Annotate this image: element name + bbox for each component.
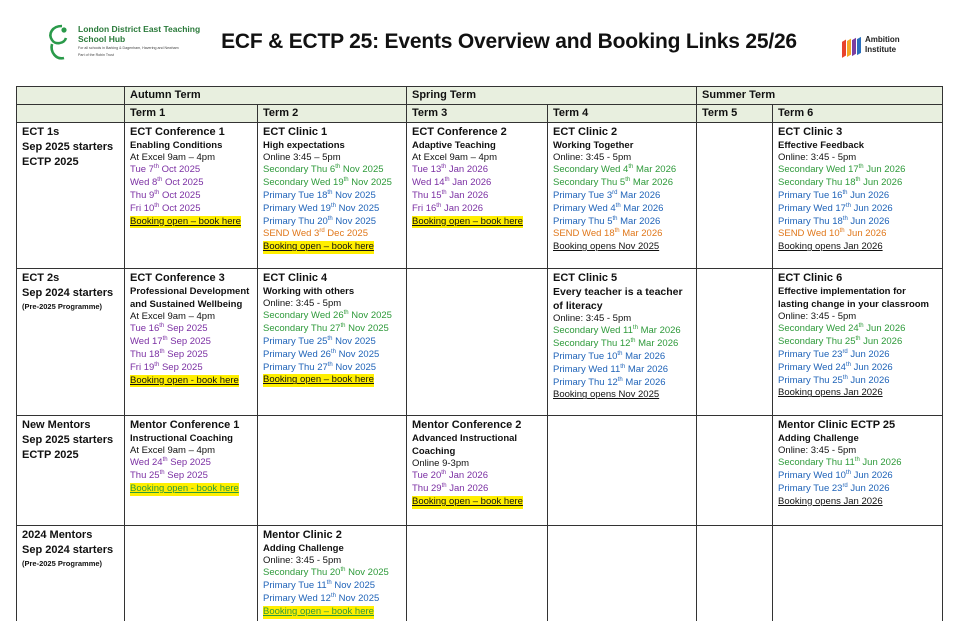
event-date: Tue 13th Jan 2026 — [412, 164, 488, 176]
event-title: Mentor Clinic ECTP 25 — [778, 418, 896, 431]
event-date: Secondary Thu 11th Jun 2026 — [778, 457, 902, 469]
event-date: Fri 16th Jan 2026 — [412, 202, 484, 214]
booking-status: Booking opens Nov 2025 — [553, 389, 660, 401]
table-row-ect1 — [17, 122, 943, 268]
event-date: Primary Wed 19th Nov 2025 — [263, 202, 380, 214]
row-label: ECT 1s — [22, 125, 60, 138]
lde-logo-tagline: For all schools in Barking & Dagenham, Havering and Newham — [78, 46, 179, 50]
event-ect-clinic-2 — [548, 122, 697, 268]
event-venue: Online: 3:45 - 5pm — [263, 554, 342, 566]
event-date: Thu 25th Sep 2025 — [130, 470, 208, 482]
ambition-institute-logo — [840, 33, 920, 63]
event-title: Mentor Conference 2 — [412, 418, 522, 431]
event-date: Wed 17th Sep 2025 — [130, 336, 211, 348]
event-subtitle: Professional Development and Sustained Wellbeing — [130, 285, 250, 310]
event-date: Secondary Wed 19th Nov 2025 — [263, 177, 392, 189]
empty-cell — [125, 525, 258, 621]
event-mentor-conference-1 — [125, 415, 258, 525]
event-date: Thu 18th Sep 2025 — [130, 348, 208, 360]
row-header-ect1 — [17, 122, 125, 268]
event-title: ECT Conference 2 — [412, 125, 507, 138]
event-title: ECT Clinic 5 — [553, 271, 618, 284]
row-label: Sep 2025 starters — [22, 433, 114, 446]
term3-header: Term 3 — [407, 104, 548, 122]
booking-link[interactable]: Booking open – book here — [130, 215, 241, 227]
event-mentor-clinic-2 — [258, 525, 407, 621]
lde-logo-mark-icon — [46, 22, 72, 62]
corner-cell — [17, 87, 125, 105]
summer-term-header: Summer Term — [697, 87, 943, 105]
event-ect-conference-2 — [407, 122, 548, 268]
event-date: Primary Tue 16th Jun 2026 — [778, 189, 890, 201]
event-title: Mentor Clinic 2 — [263, 528, 342, 541]
event-subtitle: Effective implementation for lasting change in your classroom — [778, 285, 929, 310]
event-venue: Online: 3:45 - 5pm — [553, 151, 632, 163]
page-title: ECF & ECTP 25: Events Overview and Booking Links 25/26 — [221, 30, 797, 53]
table-row-new-mentors — [17, 415, 943, 525]
event-subtitle: Enabling Conditions — [130, 139, 223, 151]
event-date: SEND Wed 10th Jun 2026 — [778, 228, 887, 240]
event-subtitle: Adding Challenge — [778, 432, 859, 444]
event-date: Primary Tue 10th Mar 2026 — [553, 350, 666, 362]
row-label: Sep 2024 starters — [22, 543, 114, 556]
event-date: Secondary Thu 6th Nov 2025 — [263, 164, 384, 176]
booking-link[interactable]: Booking open – book here — [263, 374, 374, 386]
empty-cell — [258, 415, 407, 525]
event-title: ECT Conference 3 — [130, 271, 225, 284]
row-header-ect2 — [17, 268, 125, 415]
row-label: Sep 2024 starters — [22, 286, 114, 299]
booking-link[interactable]: Booking open – book here — [263, 605, 374, 617]
booking-status: Booking opens Nov 2025 — [553, 241, 660, 253]
row-label: Sep 2025 starters — [22, 140, 114, 153]
event-date: Primary Thu 20th Nov 2025 — [263, 215, 377, 227]
ambition-logo-mark-icon — [840, 33, 862, 61]
event-date: Primary Wed 10th Jun 2026 — [778, 470, 893, 482]
ambition-logo-line2: Institute — [865, 45, 897, 54]
event-subtitle: Adaptive Teaching — [412, 139, 496, 151]
empty-cell — [697, 415, 773, 525]
event-venue: Online: 3:45 - 5pm — [263, 297, 342, 309]
event-date: Secondary Thu 5th Mar 2026 — [553, 177, 673, 189]
event-date: SEND Wed 18th Mar 2026 — [553, 228, 663, 240]
event-subtitle: Adding Challenge — [263, 542, 344, 554]
event-venue: At Excel 9am – 4pm — [412, 151, 498, 163]
row-header-new-mentors — [17, 415, 125, 525]
event-date: Primary Tue 23rd Jun 2026 — [778, 482, 890, 494]
event-venue: Online: 3:45 - 5pm — [778, 310, 857, 322]
event-date: Secondary Wed 17th Jun 2026 — [778, 164, 906, 176]
event-title: ECT Clinic 3 — [778, 125, 843, 138]
term1-header: Term 1 — [125, 104, 258, 122]
event-mentor-clinic-ectp25 — [773, 415, 943, 525]
event-ect-clinic-3 — [773, 122, 943, 268]
autumn-term-header: Autumn Term — [125, 87, 407, 105]
table-row-2024-mentors — [17, 525, 943, 621]
event-subtitle: Effective Feedback — [778, 139, 865, 151]
row-label: ECTP 2025 — [22, 448, 79, 461]
row-note: (Pre-2025 Programme) — [22, 558, 103, 568]
empty-cell — [548, 525, 697, 621]
event-ect-conference-3 — [125, 268, 258, 415]
event-title: ECT Clinic 2 — [553, 125, 618, 138]
empty-cell — [548, 415, 697, 525]
event-subtitle: Advanced Instructional Coaching — [412, 432, 518, 457]
event-date: Fri 19th Sep 2025 — [130, 361, 203, 373]
event-date: Secondary Thu 20th Nov 2025 — [263, 567, 389, 579]
event-subtitle: Every teacher is a teacher of literacy — [553, 285, 683, 312]
event-date: Primary Thu 27th Nov 2025 — [263, 361, 377, 373]
row-label: ECT 2s — [22, 271, 60, 284]
row-label: 2024 Mentors — [22, 528, 93, 541]
event-venue: Online: 3:45 - 5pm — [778, 444, 857, 456]
empty-cell — [697, 268, 773, 415]
sub-term-header-row — [17, 104, 943, 122]
event-venue: Online 3:45 – 5pm — [263, 151, 341, 163]
event-date: Primary Tue 3rd Mar 2026 — [553, 189, 661, 201]
event-date: Primary Tue 25th Nov 2025 — [263, 335, 376, 347]
event-venue: Online 9-3pm — [412, 457, 470, 469]
term6-header: Term 6 — [773, 104, 943, 122]
event-venue: At Excel 9am – 4pm — [130, 151, 216, 163]
event-date: Secondary Thu 25th Jun 2026 — [778, 336, 903, 348]
event-date: Secondary Wed 4th Mar 2026 — [553, 164, 677, 176]
event-date: Tue 20th Jan 2026 — [412, 470, 488, 482]
event-venue: At Excel 9am – 4pm — [130, 444, 216, 456]
event-date: SEND Wed 3rd Dec 2025 — [263, 228, 368, 240]
event-date: Fri 10th Oct 2025 — [130, 202, 201, 214]
event-mentor-conference-2 — [407, 415, 548, 525]
event-date: Secondary Wed 11th Mar 2026 — [553, 325, 681, 337]
event-date: Primary Thu 18th Jun 2026 — [778, 215, 890, 227]
event-date: Tue 16th Sep 2025 — [130, 323, 208, 335]
page-header — [0, 0, 956, 84]
event-title: ECT Clinic 4 — [263, 271, 328, 284]
event-date: Secondary Wed 24th Jun 2026 — [778, 323, 906, 335]
booking-status: Booking opens Jan 2026 — [778, 495, 883, 507]
term2-header: Term 2 — [258, 104, 407, 122]
spring-term-header: Spring Term — [407, 87, 697, 105]
event-date: Secondary Wed 26th Nov 2025 — [263, 310, 392, 322]
event-ect-clinic-5 — [548, 268, 697, 415]
empty-cell — [407, 268, 548, 415]
event-date: Wed 24th Sep 2025 — [130, 457, 211, 469]
booking-link[interactable]: Booking open – book here — [412, 495, 523, 507]
row-label: ECTP 2025 — [22, 155, 79, 168]
booking-link[interactable]: Booking open – book here — [412, 215, 523, 227]
lde-logo-tagline-2: Part of the Robin Trust — [78, 53, 114, 57]
corner-cell-2 — [17, 104, 125, 122]
event-date: Primary Tue 18th Nov 2025 — [263, 189, 376, 201]
event-subtitle: Instructional Coaching — [130, 432, 233, 444]
event-title: ECT Clinic 6 — [778, 271, 843, 284]
row-header-2024-mentors — [17, 525, 125, 621]
event-date: Primary Tue 11th Nov 2025 — [263, 580, 376, 592]
event-date: Primary Thu 25th Jun 2026 — [778, 374, 890, 386]
booking-status: Booking opens Jan 2026 — [778, 241, 883, 253]
empty-cell — [697, 122, 773, 268]
event-ect-conference-1 — [125, 122, 258, 268]
event-date: Secondary Thu 27th Nov 2025 — [263, 323, 389, 335]
event-date: Thu 29th Jan 2026 — [412, 483, 489, 495]
event-date: Primary Thu 12th Mar 2026 — [553, 376, 666, 388]
event-ect-clinic-1 — [258, 122, 407, 268]
event-ect-clinic-6 — [773, 268, 943, 415]
event-ect-clinic-4 — [258, 268, 407, 415]
event-title: ECT Clinic 1 — [263, 125, 328, 138]
empty-cell — [773, 525, 943, 621]
event-date: Primary Wed 11th Mar 2026 — [553, 363, 669, 375]
event-title: Mentor Conference 1 — [130, 418, 240, 431]
event-date: Secondary Thu 12th Mar 2026 — [553, 338, 679, 350]
event-date: Primary Tue 23rd Jun 2026 — [778, 348, 890, 360]
event-date: Thu 15th Jan 2026 — [412, 189, 489, 201]
term-header-row — [17, 87, 943, 105]
table-row-ect2 — [17, 268, 943, 415]
term4-header: Term 4 — [548, 104, 697, 122]
event-subtitle: High expectations — [263, 139, 345, 151]
event-date: Primary Wed 12th Nov 2025 — [263, 592, 380, 604]
events-table — [16, 86, 943, 621]
booking-link[interactable]: Booking open - book here — [130, 374, 239, 386]
event-venue: Online: 3:45 - 5pm — [778, 151, 857, 163]
booking-status: Booking opens Jan 2026 — [778, 387, 883, 399]
row-note: (Pre-2025 Programme) — [22, 301, 103, 311]
event-date: Tue 7th Oct 2025 — [130, 164, 201, 176]
event-date: Primary Wed 26th Nov 2025 — [263, 348, 380, 360]
event-date: Wed 8th Oct 2025 — [130, 177, 204, 189]
event-date: Primary Wed 24th Jun 2026 — [778, 361, 893, 373]
event-date: Wed 14th Jan 2026 — [412, 177, 492, 189]
event-date: Primary Thu 5th Mar 2026 — [553, 215, 661, 227]
event-venue: Online: 3:45 - 5pm — [553, 312, 632, 324]
event-date: Secondary Thu 18th Jun 2026 — [778, 177, 903, 189]
event-title: ECT Conference 1 — [130, 125, 225, 138]
london-district-east-logo — [46, 22, 206, 64]
lde-logo-name: London District East Teaching School Hub — [78, 24, 201, 44]
booking-link[interactable]: Booking open - book here — [130, 482, 239, 494]
event-date: Thu 9th Oct 2025 — [130, 189, 201, 201]
term5-header: Term 5 — [697, 104, 773, 122]
event-venue: At Excel 9am – 4pm — [130, 310, 216, 322]
row-label: New Mentors — [22, 418, 91, 431]
event-subtitle: Working Together — [553, 139, 634, 151]
booking-link[interactable]: Booking open – book here — [263, 241, 374, 253]
event-date: Primary Wed 4th Mar 2026 — [553, 202, 664, 214]
empty-cell — [407, 525, 548, 621]
event-date: Primary Wed 17th Jun 2026 — [778, 202, 893, 214]
event-subtitle: Working with others — [263, 285, 355, 297]
empty-cell — [697, 525, 773, 621]
ambition-logo-line1: Ambition — [865, 35, 900, 44]
